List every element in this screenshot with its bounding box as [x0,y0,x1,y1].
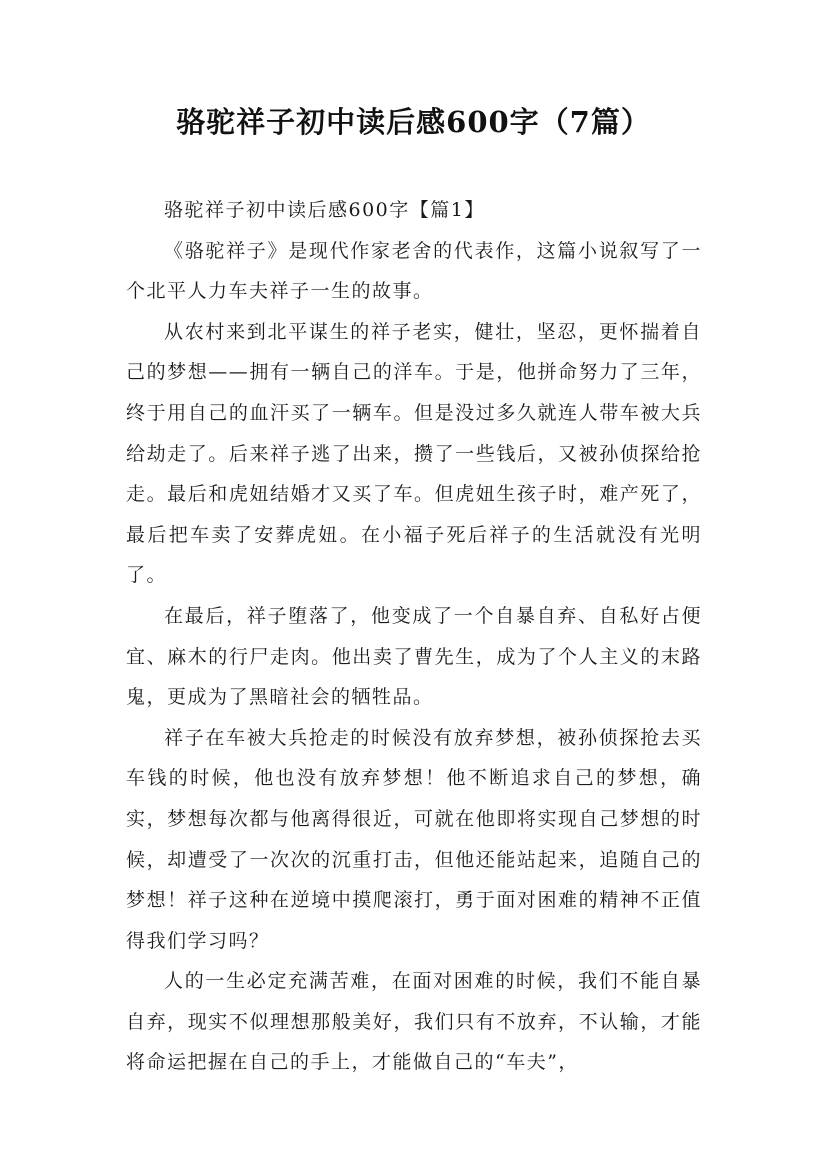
document-body [126,190,702,1083]
paragraph-5: 人的一生必定充满苦难，在面对困难的时候，我们不能自暴自弃，现实不似理想那般美好，我们只有不放弃，不认输，才能将命运把握在自己的手上，才能做自己的“车夫”， [126,970,702,1074]
paragraph-1: 《骆驼祥子》是现代作家老舍的代表作，这篇小说叙写了一个北平人力车夫祥子一生的故事。 [126,239,702,303]
paragraph-2: 从农村来到北平谋生的祥子老实，健壮，坚忍，更怀揣着自己的梦想——拥有一辆自己的洋车。于是，他拼命努力了三年，终于用自己的血汗买了一辆车。但是没过多久就连人带车被大兵给劫走了。后来祥子逃了出来，攒了一些钱后，又被孙侦探给抢走。最后和虎妞结婚才又买了车。但虎妞生孩子时，难产死了，最后把车卖了安葬虎妞。在小福子死后祥子的生活就没有光明了。 [126,320,702,587]
paragraph-4: 祥子在车被大兵抢走的时候没有放弃梦想，被孙侦探抢去买车钱的时候，他也没有放弃梦想！他不断追求自己的梦想，确实，梦想每次都与他离得很近，可就在他即将实现自己梦想的时候，却遭受了一次次的沉重打击，但他还能站起来，追随自己的梦想！祥子这种在逆境中摸爬滚打，勇于面对困难的精神不正值得我们学习吗？ [126,726,702,952]
document-title: 骆驼祥子初中读后感600字（7篇） [176,105,651,139]
section-heading: 骆驼祥子初中读后感600字【篇1】 [164,199,485,221]
paragraph-3: 在最后，祥子堕落了，他变成了一个自暴自弃、自私好占便宜、麻木的行尸走肉。他出卖了曹先生，成为了个人主义的末路鬼，更成为了黑暗社会的牺牲品。 [126,604,702,709]
